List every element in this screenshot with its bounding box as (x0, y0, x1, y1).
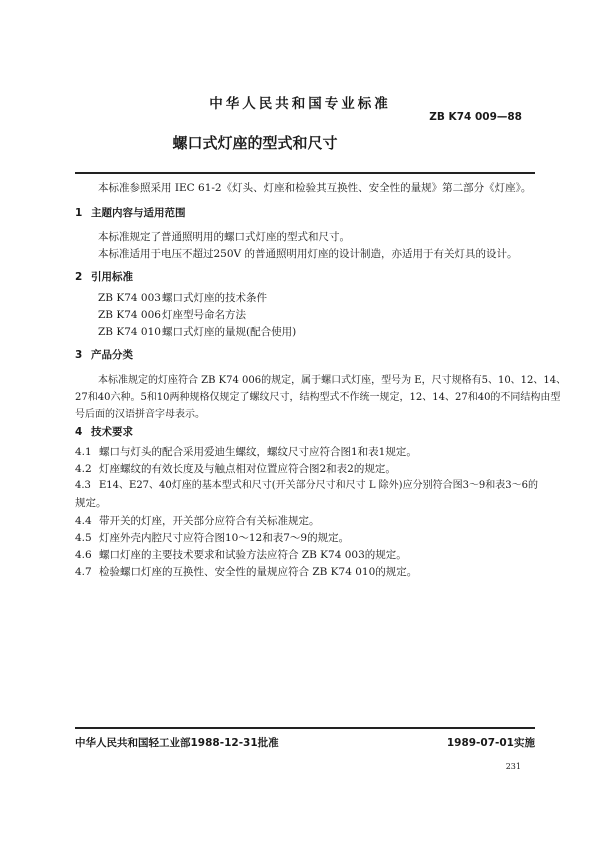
paragraph-line: 27和40六种。5和10两种规格仅规定了螺纹尺寸，结构型式不作统一规定，12、14、27和40的不同结构由型 (75, 392, 561, 403)
footer-rule (75, 727, 535, 729)
requirement-item-continuation: 规定。 (75, 497, 107, 509)
effective-date: 1989-07-01实施 (446, 737, 535, 749)
reference-item: ZB K74 006灯座型号命名方法 (98, 309, 246, 321)
reference-item: ZB K74 010螺口式灯座的量规(配合使用) (98, 326, 297, 338)
paragraph: 本标准规定了普通照明用的螺口式灯座的型式和尺寸。 (98, 231, 350, 243)
page-number: 231 (505, 762, 521, 771)
section-4-heading: 4 技术要求 (75, 426, 133, 438)
requirement-item: 4.3 E14、E27、40灯座的基本型式和尺寸(开关部分尺寸和尺寸 L 除外)应分别符合图3～9和表3～6的 (75, 480, 539, 491)
requirement-item: 4.1 螺口与灯头的配合采用爱迪生螺纹，螺纹尺寸应符合图1和表1规定。 (75, 446, 417, 458)
requirement-item: 4.6 螺口灯座的主要技术要求和试验方法应符合 ZB K74 003的规定。 (75, 549, 407, 561)
reference-item: ZB K74 003螺口式灯座的技术条件 (98, 292, 267, 304)
issuing-body: 中华人民共和国专业标准 (209, 96, 391, 112)
standard-code: ZB K74 009—88 (429, 111, 522, 123)
approval-line: 中华人民共和国轻工业部1988-12-31批准 (75, 737, 279, 749)
requirement-item: 4.4 带开关的灯座，开关部分应符合有关标准规定。 (75, 515, 320, 527)
requirement-item: 4.2 灯座螺纹的有效长度及与触点相对位置应符合图2和表2的规定。 (75, 463, 396, 475)
section-2-heading: 2 引用标准 (75, 271, 133, 283)
paragraph-line: 号后面的汉语拼音字母表示。 (75, 409, 205, 420)
section-1-heading: 1 主题内容与适用范围 (75, 207, 186, 219)
paragraph-line: 本标准规定的灯座符合 ZB K74 006的规定，属于螺口式灯座，型号为 E，尺寸规格有5、10、12、14、 (98, 375, 567, 386)
document-title: 螺口式灯座的型式和尺寸 (172, 134, 338, 152)
section-3-heading: 3 产品分类 (75, 349, 133, 361)
requirement-item: 4.7 检验螺口灯座的互换性、安全性的量规应符合 ZB K74 010的规定。 (75, 566, 418, 578)
header-rule (75, 172, 535, 174)
requirement-item: 4.5 灯座外壳内腔尺寸应符合图10～12和表7～9的规定。 (75, 532, 350, 544)
intro-text: 本标准参照采用 IEC 61-2《灯头、灯座和检验其互换性、安全性的量规》第二部分《灯座》。 (98, 182, 532, 194)
paragraph: 本标准适用于电压不超过250V 的普通照明用灯座的设计制造，亦适用于有关灯具的设计。 (98, 248, 518, 260)
